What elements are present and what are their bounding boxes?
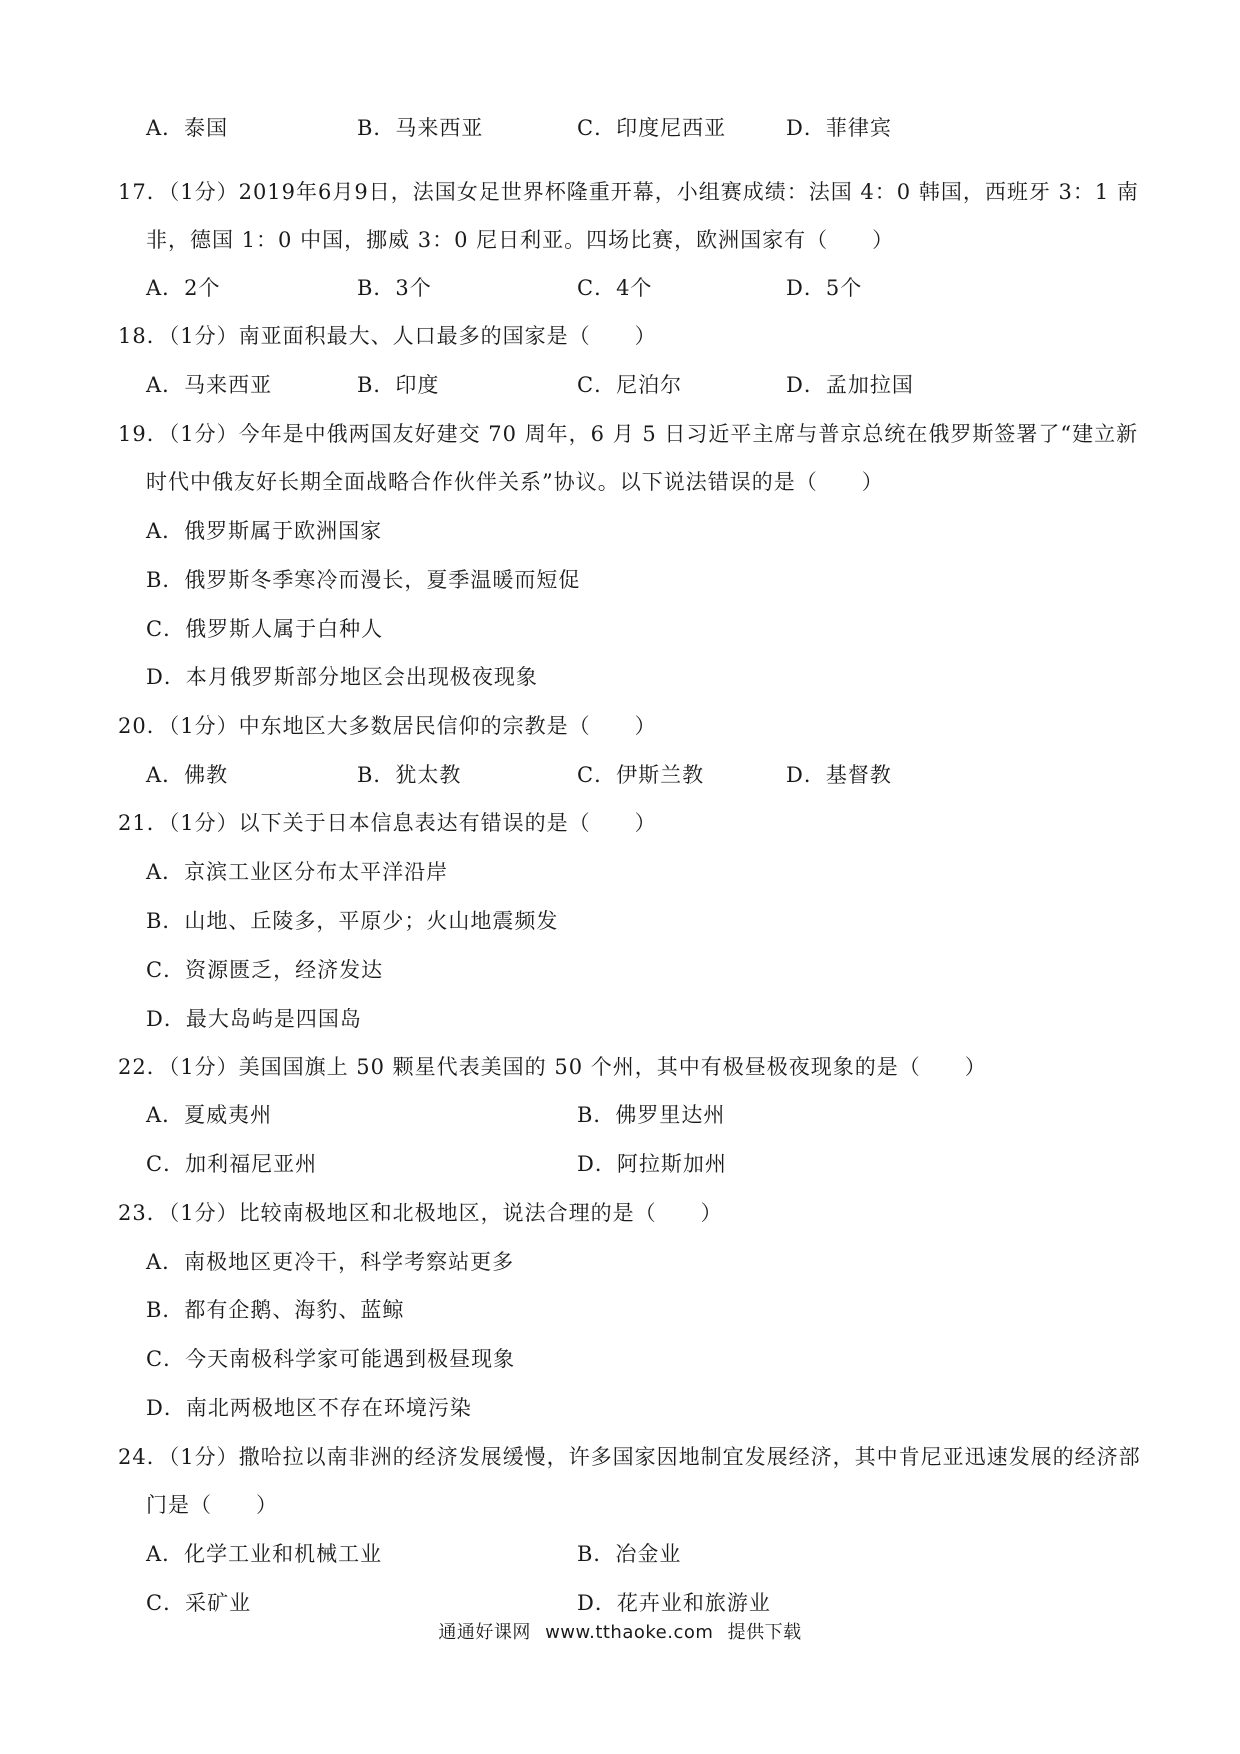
q20-option-a: A．佛教 bbox=[146, 763, 229, 787]
q21-option-c: C．资源匮乏，经济发达 bbox=[146, 958, 384, 982]
footer-note: 提供下载 bbox=[727, 1622, 802, 1643]
q23-option-a: A．南极地区更冷干，科学考察站更多 bbox=[146, 1250, 515, 1274]
q24-stem-line2: 门是（ ） bbox=[146, 1493, 278, 1517]
q17-option-d: D．5个 bbox=[786, 276, 863, 300]
q20-option-d: D．基督教 bbox=[786, 763, 892, 787]
q20-option-c: C．伊斯兰教 bbox=[577, 763, 705, 787]
q19-stem-line1: 19．（1分）今年是中俄两国友好建交 70 周年，6 月 5 日习近平主席与普京总统在俄罗斯签署了“建立新 bbox=[118, 422, 1139, 446]
q22-option-c: C．加利福尼亚州 bbox=[146, 1152, 318, 1176]
q19-option-a: A．俄罗斯属于欧洲国家 bbox=[146, 519, 383, 543]
q19-option-d: D．本月俄罗斯部分地区会出现极夜现象 bbox=[146, 665, 538, 689]
q16-option-a: A．泰国 bbox=[146, 116, 229, 140]
q19-option-b: B．俄罗斯冬季寒冷而漫长，夏季温暖而短促 bbox=[146, 568, 581, 592]
q18-option-d: D．孟加拉国 bbox=[786, 373, 914, 397]
q22-option-b: B．佛罗里达州 bbox=[577, 1103, 726, 1127]
q23-option-b: B．都有企鹅、海豹、蓝鲸 bbox=[146, 1298, 405, 1322]
q22-option-a: A．夏威夷州 bbox=[146, 1103, 273, 1127]
q23-option-c: C．今天南极科学家可能遇到极昼现象 bbox=[146, 1347, 516, 1371]
q21-option-d: D．最大岛屿是四国岛 bbox=[146, 1007, 362, 1031]
q21-option-b: B．山地、丘陵多，平原少；火山地震频发 bbox=[146, 909, 559, 933]
page-footer bbox=[0, 1621, 1240, 1645]
q17-stem-line2: 非，德国 1：0 中国，挪威 3：0 尼日利亚。四场比赛，欧洲国家有（ ） bbox=[146, 228, 895, 252]
q18-option-b: B．印度 bbox=[357, 373, 440, 397]
q23-option-d: D．南北两极地区不存在环境污染 bbox=[146, 1396, 472, 1420]
q18-option-c: C．尼泊尔 bbox=[577, 373, 683, 397]
q16-option-d: D．菲律宾 bbox=[786, 116, 892, 140]
q18-stem: 18．（1分）南亚面积最大、人口最多的国家是（ ） bbox=[118, 324, 657, 348]
q24-option-c: C．采矿业 bbox=[146, 1591, 252, 1615]
q16-option-b: B．马来西亚 bbox=[357, 116, 484, 140]
footer-site-name: 通通好课网 bbox=[438, 1622, 531, 1643]
footer-url[interactable]: www.tthaoke.com bbox=[545, 1622, 714, 1643]
q19-stem-line2: 时代中俄友好长期全面战略合作伙伴关系”协议。以下说法错误的是（ ） bbox=[146, 470, 884, 494]
q24-stem-line1: 24．（1分）撒哈拉以南非洲的经济发展缓慢，许多国家因地制宜发展经济，其中肯尼亚迅速发展的经济部 bbox=[118, 1445, 1141, 1469]
q24-option-b: B．冶金业 bbox=[577, 1542, 682, 1566]
q20-option-b: B．犹太教 bbox=[357, 763, 462, 787]
q16-option-c: C．印度尼西亚 bbox=[577, 116, 727, 140]
q17-option-a: A．2个 bbox=[146, 276, 221, 300]
q18-option-a: A．马来西亚 bbox=[146, 373, 273, 397]
q20-stem: 20．（1分）中东地区大多数居民信仰的宗教是（ ） bbox=[118, 714, 657, 738]
q24-option-a: A．化学工业和机械工业 bbox=[146, 1542, 383, 1566]
q17-option-b: B．3个 bbox=[357, 276, 432, 300]
q24-option-d: D．花卉业和旅游业 bbox=[577, 1591, 771, 1615]
q21-stem: 21．（1分）以下关于日本信息表达有错误的是（ ） bbox=[118, 811, 657, 835]
q23-stem: 23．（1分）比较南极地区和北极地区，说法合理的是（ ） bbox=[118, 1201, 723, 1225]
q19-option-c: C．俄罗斯人属于白种人 bbox=[146, 617, 384, 641]
q22-option-d: D．阿拉斯加州 bbox=[577, 1152, 727, 1176]
q17-option-c: C．4个 bbox=[577, 276, 653, 300]
q22-stem: 22．（1分）美国国旗上 50 颗星代表美国的 50 个州，其中有极昼极夜现象的是（ ） bbox=[118, 1055, 987, 1079]
q21-option-a: A．京滨工业区分布太平洋沿岸 bbox=[146, 860, 449, 884]
q17-stem-line1: 17．（1分）2019年6月9日，法国女足世界杯隆重开幕，小组赛成绩：法国 4：0 韩国，西班牙 3：1 南 bbox=[118, 180, 1139, 204]
